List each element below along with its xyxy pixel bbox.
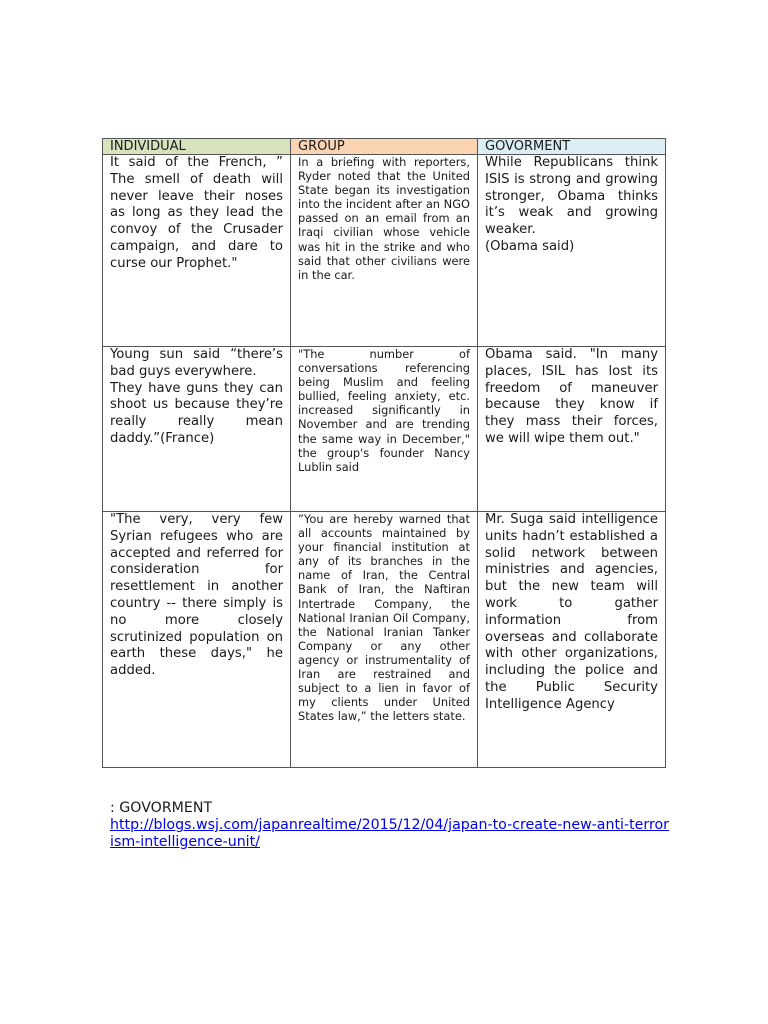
source-footer — [110, 800, 670, 851]
cell-group — [291, 512, 478, 768]
source-link[interactable]: http://blogs.wsj.com/japanrealtime/2015/12/04/japan-to-create-new-anti-terrorism-intelligence-unit/ — [110, 817, 670, 850]
cell-text: "The very, very few Syrian refugees who are accepted and referred for consideration for resettlement in another country -- there simply is no more closely scrutinized population on earth these days," he added. — [110, 512, 283, 679]
cell-text: Young sun said “there’s bad guys everywhere. They have guns they can shoot us because they’re really really mean daddy.”(France) — [110, 347, 283, 446]
cell-text: ”You are hereby warned that all accounts maintained by your financial institution at any of its branches in the name of Iran, the Central Bank of Iran, the Naftiran Intertrade Company, the National Iranian Oil Company, the National Iranian Tanker Company or any other agency or instrumentality of Iran are restrained and subject to a lien in favor of my clients under United States law,” the letters state. — [298, 512, 470, 724]
cell-government — [478, 512, 666, 768]
cell-text: In a briefing with reporters, Ryder noted that the United State began its investigation into the incident after an NGO passed on an email from an Iraqi civilian whose vehicle was hit in the strike and who said that other civilians were in the car. — [298, 155, 470, 282]
source-label: : GOVORMENT — [110, 800, 213, 816]
comparison-table — [102, 138, 666, 768]
header-row — [103, 139, 666, 155]
header-individual: INDIVIDUAL — [103, 139, 291, 155]
cell-government — [478, 347, 666, 512]
cell-individual — [103, 512, 291, 768]
table-row — [103, 347, 666, 512]
cell-text: It said of the French, ” The smell of death will never leave their noses as long as they lead the convoy of the Crusader campaign, and dare to curse our Prophet." — [110, 155, 283, 271]
header-group: GROUP — [291, 139, 478, 155]
table-row — [103, 155, 666, 347]
cell-text: "The number of conversations referencing being Muslim and feeling bullied, feeling anxiety, etc. increased significantly in November and are trending the same way in December," the group's founder Nancy Lublin said — [298, 347, 470, 474]
cell-group — [291, 347, 478, 512]
cell-text: Mr. Suga said intelligence units hadn’t established a solid network between ministries and agencies, but the new team will work to gather information from overseas and collaborate with other organizations, including the police and the Public Security Intelligence Agency — [485, 512, 658, 712]
cell-group — [291, 155, 478, 347]
cell-text: While Republicans think ISIS is strong and growing stronger, Obama thinks it’s weak and growing weaker. (Obama said) — [485, 155, 658, 254]
cell-individual — [103, 155, 291, 347]
cell-government — [478, 155, 666, 347]
cell-text: Obama said. "In many places, ISIL has lost its freedom of maneuver because they know if they mass their forces, we will wipe them out." — [485, 347, 658, 446]
cell-individual — [103, 347, 291, 512]
header-government: GOVORMENT — [478, 139, 666, 155]
table-row — [103, 512, 666, 768]
